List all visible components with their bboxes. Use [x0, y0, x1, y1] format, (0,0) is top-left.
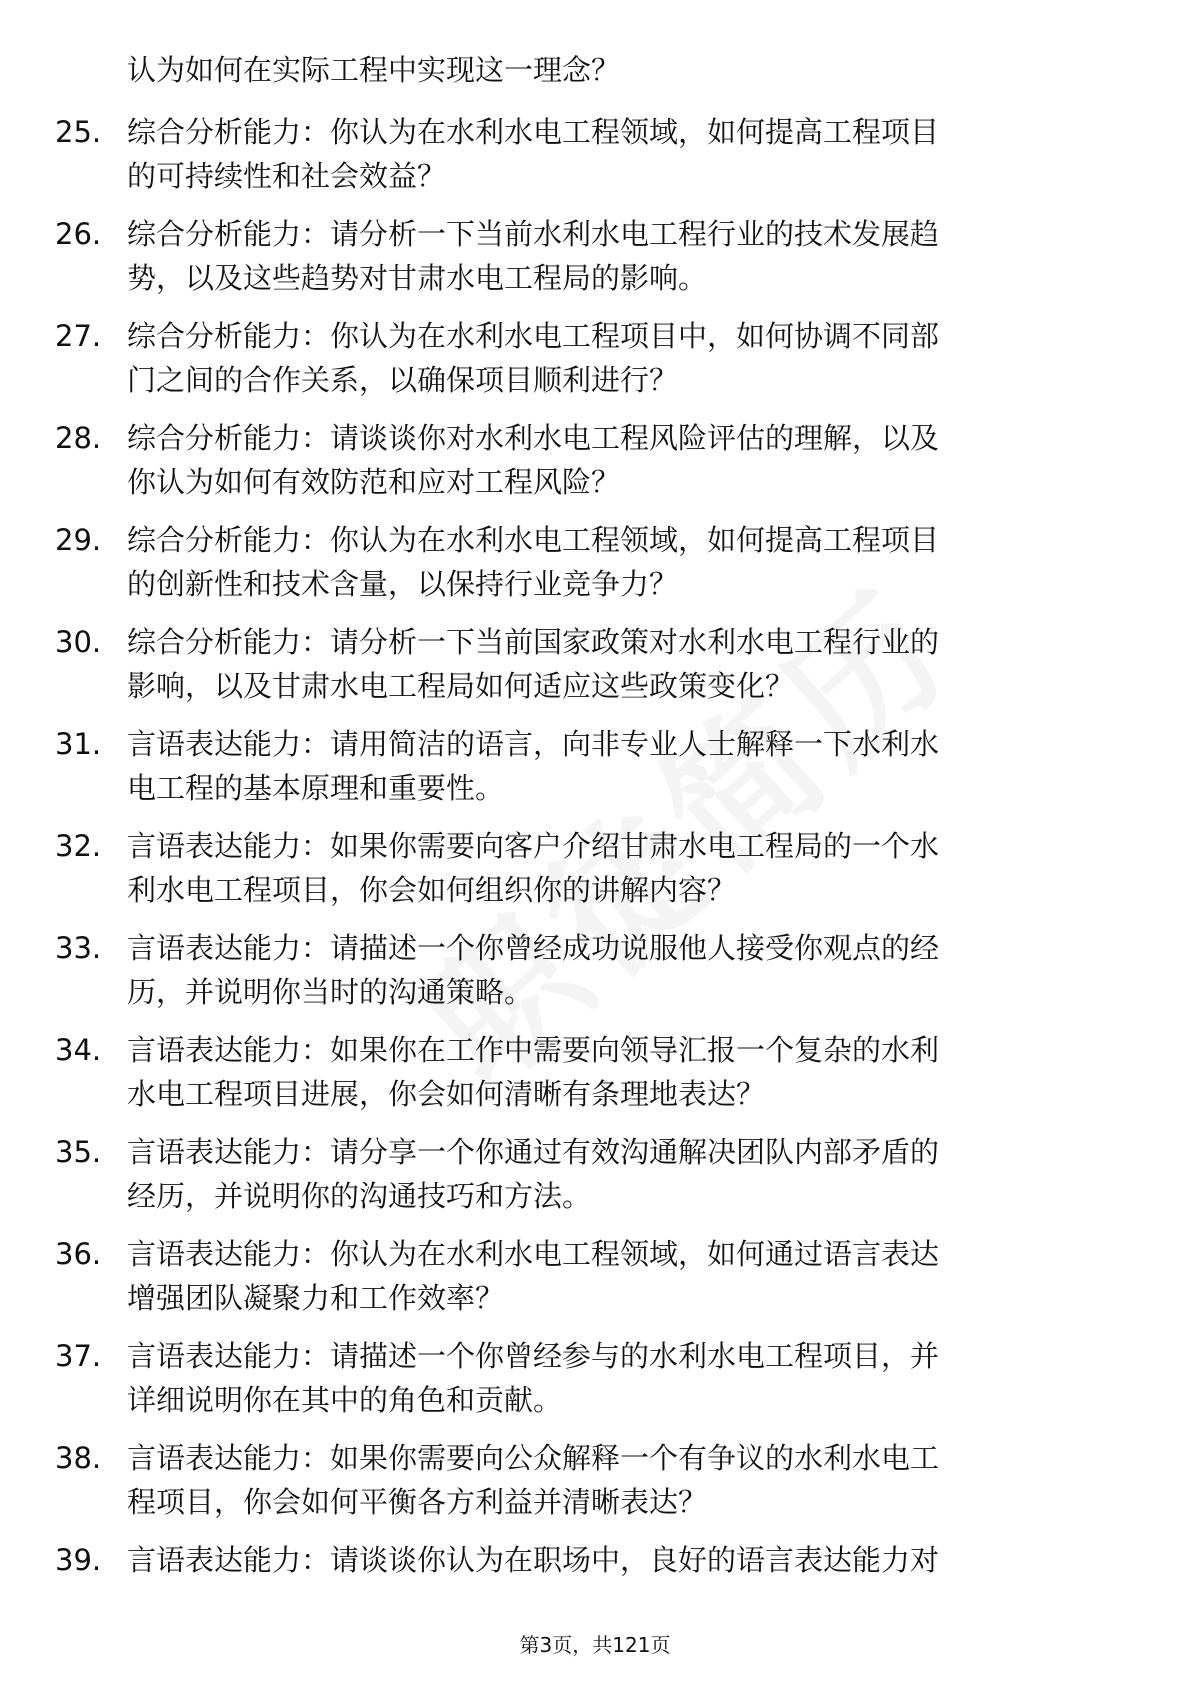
question-line: 言语表达能力：请谈谈你认为在职场中，良好的语言表达能力对 — [127, 1543, 940, 1577]
question-number: 33. — [55, 931, 102, 965]
question-line: 的创新性和技术含量，以保持行业竞争力？ — [127, 567, 679, 601]
question-line: 历，并说明你当时的沟通策略。 — [127, 975, 534, 1009]
question-text — [127, 1334, 1107, 1422]
list-item — [0, 824, 1190, 926]
question-line: 详细说明你在其中的角色和贡献。 — [127, 1383, 563, 1417]
list-item — [0, 416, 1190, 518]
list-item — [0, 1334, 1190, 1436]
list-item — [0, 1130, 1190, 1232]
question-number: 26. — [55, 217, 102, 251]
question-line: 言语表达能力：请分享一个你通过有效沟通解决团队内部矛盾的 — [127, 1135, 940, 1169]
question-text — [127, 824, 1107, 912]
list-item — [0, 212, 1190, 314]
question-text — [127, 1028, 1107, 1116]
question-text — [127, 926, 1107, 1014]
question-line: 言语表达能力：如果你需要向客户介绍甘肃水电工程局的一个水 — [127, 829, 940, 863]
question-line: 言语表达能力：如果你需要向公众解释一个有争议的水利水电工 — [127, 1441, 940, 1475]
question-text — [127, 314, 1107, 402]
question-text — [127, 110, 1107, 198]
carryover-line: 认为如何在实际工程中实现这一理念？ — [127, 53, 621, 87]
question-number: 32. — [55, 829, 102, 863]
question-text — [127, 518, 1107, 606]
question-line: 综合分析能力：请谈谈你对水利水电工程风险评估的理解，以及 — [127, 421, 940, 455]
question-line: 综合分析能力：你认为在水利水电工程领域，如何提高工程项目 — [127, 523, 940, 557]
page-footer: 第3页，共121页 — [519, 1633, 671, 1657]
question-line: 的可持续性和社会效益？ — [127, 159, 447, 193]
question-line: 综合分析能力：请分析一下当前国家政策对水利水电工程行业的 — [127, 625, 940, 659]
question-line: 综合分析能力：请分析一下当前水利水电工程行业的技术发展趋 — [127, 217, 940, 251]
list-item — [0, 518, 1190, 620]
question-line: 水电工程项目进展，你会如何清晰有条理地表达？ — [127, 1077, 766, 1111]
question-number: 27. — [55, 319, 102, 353]
question-number: 30. — [55, 625, 102, 659]
list-item — [0, 314, 1190, 416]
question-line: 言语表达能力：你认为在水利水电工程领域，如何通过语言表达 — [127, 1237, 940, 1271]
question-text — [127, 1232, 1107, 1320]
question-number: 28. — [55, 421, 102, 455]
question-text — [127, 722, 1107, 810]
question-text — [127, 1538, 1107, 1582]
question-number: 36. — [55, 1237, 102, 1271]
question-line: 门之间的合作关系，以确保项目顺利进行？ — [127, 363, 679, 397]
question-line: 势，以及这些趋势对甘肃水电工程局的影响。 — [127, 261, 708, 295]
question-number: 29. — [55, 523, 102, 557]
question-line: 你认为如何有效防范和应对工程风险？ — [127, 465, 621, 499]
question-line: 言语表达能力：如果你在工作中需要向领导汇报一个复杂的水利 — [127, 1033, 940, 1067]
list-item — [0, 1232, 1190, 1334]
question-line: 言语表达能力：请描述一个你曾经成功说服他人接受你观点的经 — [127, 931, 940, 965]
list-item — [0, 1436, 1190, 1538]
question-line: 经历，并说明你的沟通技巧和方法。 — [127, 1179, 592, 1213]
list-item — [0, 110, 1190, 212]
question-line: 综合分析能力：你认为在水利水电工程领域，如何提高工程项目 — [127, 115, 940, 149]
question-text — [127, 620, 1107, 708]
question-list — [0, 110, 1190, 1640]
question-line: 程项目，你会如何平衡各方利益并清晰表达？ — [127, 1485, 708, 1519]
question-number: 37. — [55, 1339, 102, 1373]
question-line: 增强团队凝聚力和工作效率？ — [127, 1281, 505, 1315]
question-number: 39. — [55, 1543, 102, 1577]
question-line: 电工程的基本原理和重要性。 — [127, 771, 505, 805]
question-line: 言语表达能力：请用简洁的语言，向非专业人士解释一下水利水 — [127, 727, 940, 761]
question-number: 35. — [55, 1135, 102, 1169]
question-text — [127, 1436, 1107, 1524]
list-item — [0, 926, 1190, 1028]
list-item — [0, 722, 1190, 824]
question-line: 影响，以及甘肃水电工程局如何适应这些政策变化？ — [127, 669, 795, 703]
list-item — [0, 1538, 1190, 1640]
list-item — [0, 1028, 1190, 1130]
question-text — [127, 212, 1107, 300]
question-number: 25. — [55, 115, 102, 149]
question-text — [127, 1130, 1107, 1218]
question-number: 34. — [55, 1033, 102, 1067]
question-line: 利水电工程项目，你会如何组织你的讲解内容？ — [127, 873, 737, 907]
question-number: 38. — [55, 1441, 102, 1475]
question-line: 综合分析能力：你认为在水利水电工程项目中，如何协调不同部 — [127, 319, 940, 353]
question-number: 31. — [55, 727, 102, 761]
list-item — [0, 620, 1190, 722]
question-text — [127, 416, 1107, 504]
question-line: 言语表达能力：请描述一个你曾经参与的水利水电工程项目，并 — [127, 1339, 940, 1373]
